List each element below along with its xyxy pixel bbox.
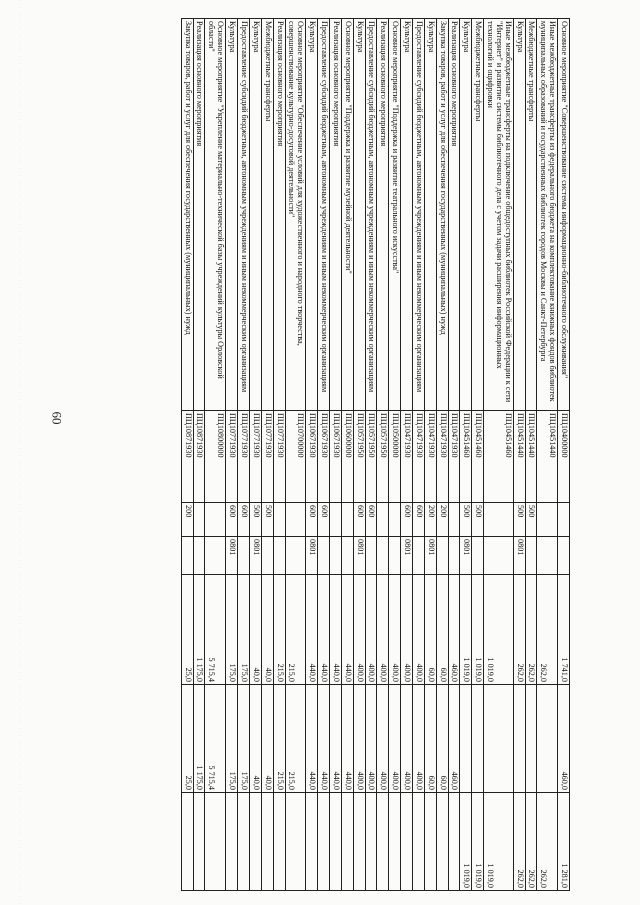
- table-row: [226, 19, 238, 891]
- row-value-3: [448, 793, 460, 891]
- table-row: [341, 19, 353, 891]
- row-code: ПЦ10400000: [558, 411, 570, 503]
- row-value-3: [205, 793, 226, 891]
- row-value-1: 25,0: [181, 575, 193, 685]
- row-rz: 0801: [249, 537, 261, 575]
- row-value-1: 175,0: [238, 575, 250, 685]
- row-value-3: 1 019,0: [472, 793, 484, 891]
- row-code: ПЦ10571950: [353, 411, 365, 503]
- row-rz: [329, 537, 341, 575]
- row-name: Реализация основного мероприятия: [377, 19, 389, 411]
- row-name: Межбюджетные трансферты: [472, 19, 484, 411]
- row-rz: 0801: [424, 537, 436, 575]
- row-name: Основное мероприятие "Обеспечение условий для художественного и народного творчества, совершенствование культурно-досуговой деятельности": [285, 19, 306, 411]
- table-row: [193, 19, 205, 891]
- row-value-2: 400,0: [377, 685, 389, 793]
- table-row: [205, 19, 226, 891]
- row-rz: [238, 537, 250, 575]
- row-rz: [341, 537, 353, 575]
- row-vr: [341, 503, 353, 537]
- table-row: [306, 19, 318, 891]
- row-vr: 600: [238, 503, 250, 537]
- row-value-3: 1 281,0: [558, 793, 570, 891]
- row-rz: [285, 537, 306, 575]
- row-vr: 600: [401, 503, 413, 537]
- row-vr: [205, 503, 226, 537]
- row-value-3: [389, 793, 401, 891]
- row-rz: [377, 537, 389, 575]
- row-value-2: 400,0: [401, 685, 413, 793]
- table-row: [558, 19, 570, 891]
- row-name: Культура: [249, 19, 261, 411]
- row-name: Реализация основного мероприятия: [329, 19, 341, 411]
- table-row: [424, 19, 436, 891]
- row-vr: 600: [226, 503, 238, 537]
- row-rz: [472, 537, 484, 575]
- row-value-3: [306, 793, 318, 891]
- row-rz: [205, 537, 226, 575]
- row-value-2: 440,0: [329, 685, 341, 793]
- row-code: ПЦ10671930: [306, 411, 318, 503]
- row-value-1: 440,0: [341, 575, 353, 685]
- row-vr: 500: [513, 503, 525, 537]
- row-value-1: 175,0: [226, 575, 238, 685]
- row-name: Предоставление субсидий бюджетным, автономным учреждениям и иным некоммерческим организациям: [412, 19, 424, 411]
- row-name: Культура: [513, 19, 525, 411]
- row-value-2: 25,0: [181, 685, 193, 793]
- row-value-2: [484, 685, 514, 793]
- row-rz: [448, 537, 460, 575]
- row-vr: 600: [353, 503, 365, 537]
- row-value-2: [537, 685, 558, 793]
- row-value-3: [249, 793, 261, 891]
- row-value-1: 440,0: [329, 575, 341, 685]
- row-value-3: [329, 793, 341, 891]
- row-rz: [525, 537, 537, 575]
- row-name: Реализация основного мероприятия: [448, 19, 460, 411]
- row-value-2: 400,0: [389, 685, 401, 793]
- row-value-1: 40,0: [261, 575, 273, 685]
- row-name: Основное мероприятие "Поддержка и развитие театрального искусства": [389, 19, 401, 411]
- row-value-3: 262,0: [537, 793, 558, 891]
- row-name: Иные межбюджетные трансферты из федерального бюджета на комплектование книжных фондов библиотек муниципальных образований и государственных библиотек городов Москвы и Санкт-Петербурга: [537, 19, 558, 411]
- table-row: [377, 19, 389, 891]
- row-name: Культура: [353, 19, 365, 411]
- row-value-2: 5 715,4: [205, 685, 226, 793]
- table-row: [525, 19, 537, 891]
- row-rz: 0801: [513, 537, 525, 575]
- row-rz: [261, 537, 273, 575]
- row-value-2: 400,0: [353, 685, 365, 793]
- row-value-2: [472, 685, 484, 793]
- row-value-2: 440,0: [318, 685, 330, 793]
- row-rz: 0801: [226, 537, 238, 575]
- page-number: 60: [49, 411, 65, 425]
- row-value-3: 262,0: [513, 793, 525, 891]
- row-value-2: 400,0: [365, 685, 377, 793]
- row-rz: [436, 537, 448, 575]
- row-name: Иные межбюджетные трансферты на подключение общедоступных библиотек Российской Федерации к сети "Интернет" и развитие системы библиотечного дела с учетом задачи расширения информационных технологий и оцифровки: [484, 19, 514, 411]
- row-name: Предоставление субсидий бюджетным, автономным учреждениям и иным некоммерческим организациям: [318, 19, 330, 411]
- row-code: ПЦ10471930: [436, 411, 448, 503]
- row-code: ПЦ10771930: [273, 411, 285, 503]
- table-row: [261, 19, 273, 891]
- row-name: Реализация основного мероприятия: [193, 19, 205, 411]
- table-row: [472, 19, 484, 891]
- row-rz: [193, 537, 205, 575]
- row-value-2: 440,0: [341, 685, 353, 793]
- row-value-1: 215,0: [273, 575, 285, 685]
- row-vr: [484, 503, 514, 537]
- row-vr: [273, 503, 285, 537]
- table-row: [238, 19, 250, 891]
- row-vr: 600: [412, 503, 424, 537]
- row-code: ПЦ10700000: [285, 411, 306, 503]
- table-row: [484, 19, 514, 891]
- row-value-1: 440,0: [306, 575, 318, 685]
- row-vr: [329, 503, 341, 537]
- row-value-2: [460, 685, 472, 793]
- row-value-1: 60,0: [424, 575, 436, 685]
- row-code: ПЦ10451460: [460, 411, 472, 503]
- row-vr: 600: [365, 503, 377, 537]
- table-row: [273, 19, 285, 891]
- row-value-1: 440,0: [318, 575, 330, 685]
- row-value-3: [365, 793, 377, 891]
- row-code: ПЦ10600000: [341, 411, 353, 503]
- row-code: ПЦ10471930: [401, 411, 413, 503]
- row-value-2: 175,0: [226, 685, 238, 793]
- row-vr: [558, 503, 570, 537]
- row-value-1: 262,0: [513, 575, 525, 685]
- row-value-1: 262,0: [525, 575, 537, 685]
- row-value-3: 1 019,0: [484, 793, 514, 891]
- row-value-2: 1 175,0: [193, 685, 205, 793]
- row-value-1: 1 741,0: [558, 575, 570, 685]
- row-value-1: 5 715,4: [205, 575, 226, 685]
- row-value-3: [412, 793, 424, 891]
- table-container: [78, 18, 570, 890]
- row-value-1: 1 019,0: [460, 575, 472, 685]
- row-vr: 200: [424, 503, 436, 537]
- row-value-2: 40,0: [261, 685, 273, 793]
- row-value-1: 1 019,0: [472, 575, 484, 685]
- row-value-1: 400,0: [412, 575, 424, 685]
- row-name: Межбюджетные трансферты: [261, 19, 273, 411]
- row-value-3: [238, 793, 250, 891]
- row-value-2: [513, 685, 525, 793]
- table-row: [318, 19, 330, 891]
- row-value-3: [318, 793, 330, 891]
- row-value-1: 1 019,0: [484, 575, 514, 685]
- table-row: [537, 19, 558, 891]
- row-code: ПЦ10871930: [181, 411, 193, 503]
- row-rz: [558, 537, 570, 575]
- rotated-table: [78, 18, 570, 890]
- table-row: [401, 19, 413, 891]
- row-vr: [537, 503, 558, 537]
- row-code: ПЦ10771930: [238, 411, 250, 503]
- row-value-2: 440,0: [306, 685, 318, 793]
- row-value-3: [353, 793, 365, 891]
- row-code: ПЦ10771930: [261, 411, 273, 503]
- row-vr: 500: [472, 503, 484, 537]
- row-value-2: 40,0: [249, 685, 261, 793]
- row-rz: 0801: [306, 537, 318, 575]
- row-code: ПЦ10571950: [377, 411, 389, 503]
- row-code: ПЦ10671930: [329, 411, 341, 503]
- row-value-3: 1 019,0: [460, 793, 472, 891]
- row-value-3: [261, 793, 273, 891]
- row-code: ПЦ10500000: [389, 411, 401, 503]
- row-code: ПЦ10871930: [193, 411, 205, 503]
- row-name: Предоставление субсидий бюджетным, автономным учреждениям и иным некоммерческим организациям: [365, 19, 377, 411]
- table-row: [436, 19, 448, 891]
- row-value-2: 215,0: [285, 685, 306, 793]
- row-rz: [537, 537, 558, 575]
- row-rz: [273, 537, 285, 575]
- row-value-1: 60,0: [436, 575, 448, 685]
- row-code: ПЦ10771930: [249, 411, 261, 503]
- row-name: Культура: [460, 19, 472, 411]
- row-code: ПЦ10451440: [513, 411, 525, 503]
- row-rz: [412, 537, 424, 575]
- table-row: [460, 19, 472, 891]
- row-value-1: 400,0: [389, 575, 401, 685]
- row-name: Реализация основного мероприятия: [273, 19, 285, 411]
- row-value-2: [525, 685, 537, 793]
- row-name: Основное мероприятие "Укрепление материально-технической базы учреждений культуры Орловской области": [205, 19, 226, 411]
- table-row: [412, 19, 424, 891]
- row-code: ПЦ10671930: [318, 411, 330, 503]
- row-name: Культура: [306, 19, 318, 411]
- row-name: Культура: [226, 19, 238, 411]
- row-name: Основное мероприятие "Поддержка и развитие музейной деятельности": [341, 19, 353, 411]
- row-name: Закупка товаров, работ и услуг для обеспечения государственных (муниципальных) нужд: [181, 19, 193, 411]
- table-row: [353, 19, 365, 891]
- row-value-3: [377, 793, 389, 891]
- row-value-1: 460,0: [448, 575, 460, 685]
- table-row: [181, 19, 193, 891]
- row-value-2: 460,0: [558, 685, 570, 793]
- row-vr: [448, 503, 460, 537]
- row-value-1: 400,0: [401, 575, 413, 685]
- row-value-1: 262,0: [537, 575, 558, 685]
- row-code: ПЦ10471930: [412, 411, 424, 503]
- row-value-2: 215,0: [273, 685, 285, 793]
- row-code: ПЦ10451440: [537, 411, 558, 503]
- row-vr: 600: [318, 503, 330, 537]
- row-code: ПЦ10471930: [424, 411, 436, 503]
- budget-table: [181, 18, 570, 891]
- row-vr: 600: [306, 503, 318, 537]
- row-code: ПЦ10800000: [205, 411, 226, 503]
- row-rz: [318, 537, 330, 575]
- row-name: Предоставление субсидий бюджетным, автономным учреждениям и иным некоммерческим организациям: [238, 19, 250, 411]
- row-rz: [365, 537, 377, 575]
- table-row: [448, 19, 460, 891]
- row-name: Основное мероприятие "Совершенствование системы информационно-библиотечного обслуживания": [558, 19, 570, 411]
- row-value-3: [341, 793, 353, 891]
- row-value-3: [424, 793, 436, 891]
- table-row: [249, 19, 261, 891]
- row-vr: 500: [261, 503, 273, 537]
- row-name: Межбюджетные трансферты: [525, 19, 537, 411]
- row-rz: [389, 537, 401, 575]
- row-code: ПЦ10771930: [226, 411, 238, 503]
- row-value-2: 400,0: [412, 685, 424, 793]
- scan-margin-marks: [10, 0, 30, 905]
- row-vr: 200: [436, 503, 448, 537]
- row-rz: [181, 537, 193, 575]
- row-value-3: [181, 793, 193, 891]
- row-code: ПЦ10571950: [365, 411, 377, 503]
- row-vr: 500: [525, 503, 537, 537]
- row-name: Культура: [401, 19, 413, 411]
- budget-table-body: [181, 19, 569, 891]
- row-vr: [377, 503, 389, 537]
- row-value-3: [401, 793, 413, 891]
- row-code: ПЦ10451440: [525, 411, 537, 503]
- row-name: Культура: [424, 19, 436, 411]
- row-value-1: 400,0: [365, 575, 377, 685]
- row-value-2: 175,0: [238, 685, 250, 793]
- row-value-3: 262,0: [525, 793, 537, 891]
- row-vr: 500: [249, 503, 261, 537]
- row-value-1: 40,0: [249, 575, 261, 685]
- row-rz: 0801: [460, 537, 472, 575]
- row-value-3: [193, 793, 205, 891]
- table-row: [329, 19, 341, 891]
- row-value-2: 60,0: [436, 685, 448, 793]
- row-value-3: [226, 793, 238, 891]
- row-vr: [389, 503, 401, 537]
- row-rz: [484, 537, 514, 575]
- row-name: Закупка товаров, работ и услуг для обеспечения государственных (муниципальных) нужд: [436, 19, 448, 411]
- row-value-1: 400,0: [377, 575, 389, 685]
- row-code: ПЦ10451460: [472, 411, 484, 503]
- row-value-3: [285, 793, 306, 891]
- table-row: [513, 19, 525, 891]
- row-code: ПЦ10471930: [448, 411, 460, 503]
- row-value-2: 460,0: [448, 685, 460, 793]
- row-vr: [193, 503, 205, 537]
- row-value-1: 215,0: [285, 575, 306, 685]
- row-rz: 0801: [401, 537, 413, 575]
- table-row: [365, 19, 377, 891]
- row-value-3: [436, 793, 448, 891]
- row-vr: 500: [460, 503, 472, 537]
- row-value-1: 1 175,0: [193, 575, 205, 685]
- row-value-2: 60,0: [424, 685, 436, 793]
- table-row: [389, 19, 401, 891]
- row-value-3: [273, 793, 285, 891]
- row-code: ПЦ10451460: [484, 411, 514, 503]
- row-vr: 200: [181, 503, 193, 537]
- table-row: [285, 19, 306, 891]
- row-value-1: 400,0: [353, 575, 365, 685]
- row-rz: 0801: [353, 537, 365, 575]
- row-vr: [285, 503, 306, 537]
